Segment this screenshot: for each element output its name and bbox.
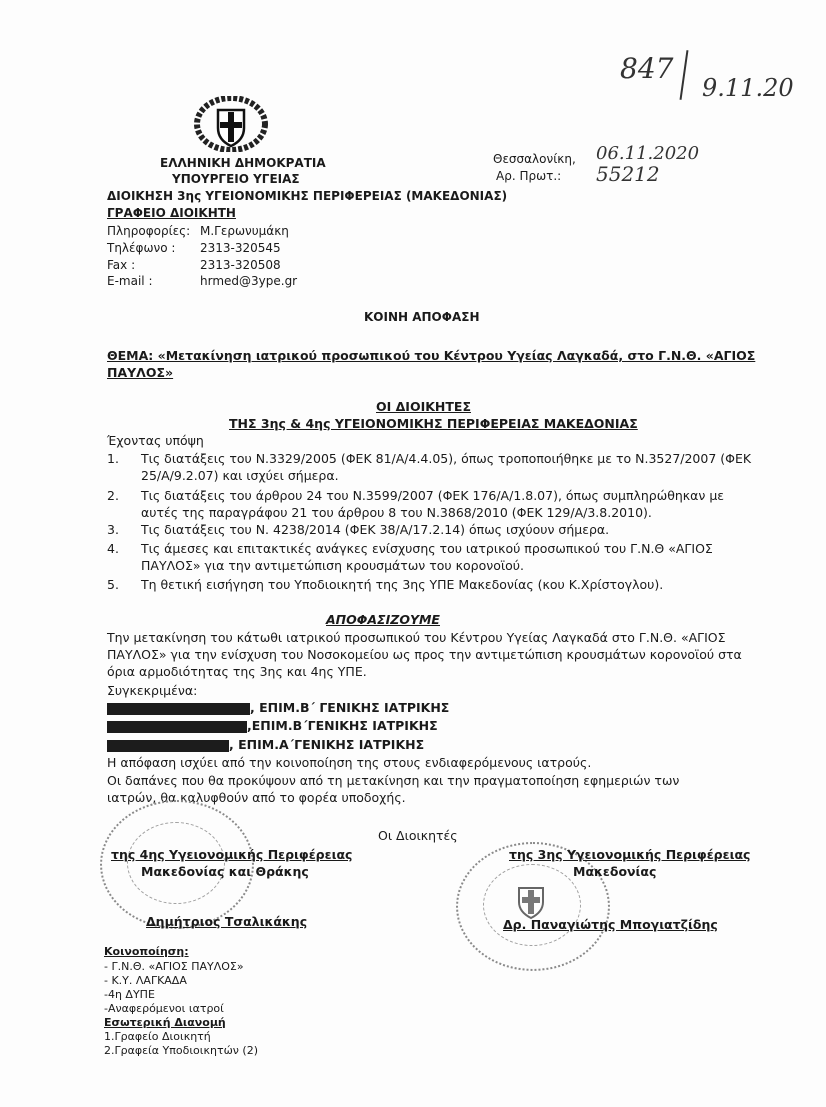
signatories-title: Οι Διοικητές — [378, 828, 458, 843]
closing-line-2: Οι δαπάνες που θα προκύψουν από τη μετακίνηση και την πραγματοποίηση εφημεριών των — [107, 773, 680, 788]
decision-line-3: όρια αρμοδιότητας της 3ης και 4ης ΥΠΕ. — [107, 664, 367, 679]
item-number: 4. — [107, 541, 119, 556]
directorate-title: ΔΙΟΙΚΗΣΗ 3ης ΥΓΕΙΟΝΟΜΙΚΗΣ ΠΕΡΙΦΕΡΕΙΑΣ (ΜΑΚΕΔΟΝΙΑΣ) — [107, 189, 508, 203]
doctor-specialty: ,ΕΠΙΜ.Β΄ΓΕΝΙΚΗΣ ΙΑΤΡΙΚΗΣ — [247, 718, 438, 733]
decision-line-2: ΠΑΥΛΟΣ» για την ενίσχυση του Νοσοκομείου ως προς την αντιμετώπιση κρουσμάτων κορονοϊού στα — [107, 647, 742, 662]
doctor-specialty: , ΕΠΙΜ.Α΄ΓΕΝΙΚΗΣ ΙΑΤΡΙΚΗΣ — [229, 737, 425, 752]
item-number: 5. — [107, 577, 119, 592]
republic-title: ΕΛΛΗΝΙΚΗ ΔΗΜΟΚΡΑΤΙΑ — [160, 156, 326, 170]
contact-label-phone: Τηλέφωνο : — [107, 241, 176, 255]
protocol-label: Αρ. Πρωτ.: — [496, 169, 562, 183]
contact-value-fax: 2313-320508 — [200, 258, 281, 272]
cc-item: - Κ.Υ. ΛΑΓΚΑΔΑ — [104, 974, 187, 987]
office-title: ΓΡΑΦΕΙΟ ΔΙΟΙΚΗΤΗ — [107, 206, 236, 220]
item-number: 3. — [107, 522, 119, 537]
left-sign-name: Δημήτριος Τσαλικάκης — [146, 914, 308, 929]
internal-title: Εσωτερική Διανομή — [104, 1016, 226, 1029]
contact-value-email: hrmed@3ype.gr — [200, 274, 298, 288]
left-sign-line-1: της 4ης Υγειονομικής Περιφέρειας — [111, 847, 353, 862]
contact-label-fax: Fax : — [107, 258, 136, 272]
redacted-name — [107, 740, 229, 752]
handwritten-slash — [680, 50, 689, 100]
cc-title: Κοινοποίηση: — [104, 945, 189, 958]
right-sign-name: Δρ. Παναγιώτης Μπογιατζίδης — [503, 917, 718, 932]
authority-title: ΟΙ ΔΙΟΙΚΗΤΕΣ — [376, 399, 471, 414]
right-sign-line-2: Μακεδονίας — [573, 864, 657, 879]
doctor-row — [107, 700, 449, 715]
item-text-line1: Τη θετική εισήγηση του Υποδιοικητή της 3ης ΥΠΕ Μακεδονίας (κου Κ.Χρίστογλου). — [141, 577, 664, 592]
item-text-line1: Τις διατάξεις του Ν.3329/2005 (ΦΕΚ 81/Α/4.4.05), όπως τροποποιήθηκε με το Ν.3527/2007 (ΦΕΚ — [141, 451, 752, 466]
item-text-line1: Τις διατάξεις του άρθρου 24 του Ν.3599/2007 (ΦΕΚ 176/Α/1.8.07), όπως συμπληρώθηκαν με — [141, 488, 725, 503]
place-date: 06.11.2020 — [596, 143, 700, 164]
decision-line-1: Την μετακίνηση του κάτωθι ιατρικού προσωπικού του Κέντρου Υγείας Λαγκαδά στο Γ.Ν.Θ. «ΑΓΙΟΣ — [107, 630, 726, 645]
cc-item: -Αναφερόμενοι ιατροί — [104, 1002, 224, 1015]
item-number: 2. — [107, 488, 119, 503]
item-text-line2: αυτές της παραγράφου 21 του άρθρου 8 του Ν.3868/2010 (ΦΕΚ 129/Α/3.8.2010). — [141, 505, 652, 520]
protocol-number: 55212 — [596, 162, 660, 186]
closing-line-1: Η απόφαση ισχύει από την κοινοποίηση της στους ενδιαφερόμενους ιατρούς. — [107, 755, 592, 770]
authority-subtitle: ΤΗΣ 3ης & 4ης ΥΓΕΙΟΝΟΜΙΚΗΣ ΠΕΡΙΦΕΡΕΙΑΣ ΜΑΚΕΔΟΝΙΑΣ — [229, 416, 638, 431]
cc-item: - Γ.Ν.Θ. «ΑΓΙΟΣ ΠΑΥΛΟΣ» — [104, 960, 244, 973]
considering-label: Έχοντας υπόψη — [107, 433, 204, 448]
contact-value-info: Μ.Γερωνυμάκη — [200, 224, 289, 238]
doc-type-title: ΚΟΙΝΗ ΑΠΟΦΑΣΗ — [364, 310, 480, 324]
decision-title: ΑΠΟΦΑΣΙΖΟΥΜΕ — [326, 612, 440, 627]
doctor-specialty: , ΕΠΙΜ.Β΄ ΓΕΝΙΚΗΣ ΙΑΤΡΙΚΗΣ — [250, 700, 450, 715]
handwritten-number: 847 — [620, 52, 674, 85]
stamp-cross-icon — [513, 884, 549, 920]
cc-item: -4η ΔΥΠΕ — [104, 988, 155, 1001]
doctor-row — [107, 718, 438, 733]
place-label: Θεσσαλονίκη, — [493, 152, 576, 166]
greek-emblem-icon — [194, 96, 268, 152]
item-text-line1: Τις διατάξεις του Ν. 4238/2014 (ΦΕΚ 38/Α/17.2.14) όπως ισχύουν σήμερα. — [141, 522, 610, 537]
item-text-line2: 25/Α/9.2.07) και ισχύει σήμερα. — [141, 468, 339, 483]
contact-value-phone: 2313-320545 — [200, 241, 281, 255]
redacted-name — [107, 703, 250, 715]
internal-item: 1.Γραφείο Διοικητή — [104, 1030, 211, 1043]
redacted-name — [107, 721, 247, 733]
subject-line-2: ΠΑΥΛΟΣ» — [107, 365, 174, 380]
contact-label-info: Πληροφορίες: — [107, 224, 191, 238]
contact-label-email: E-mail : — [107, 274, 153, 288]
closing-line-3: ιατρών, θα καλυφθούν από το φορέα υποδοχής. — [107, 790, 406, 805]
item-text-line2: ΠΑΥΛΟΣ» για την αντιμετώπιση κρουσμάτων του κορονοϊού. — [141, 558, 524, 573]
item-number: 1. — [107, 451, 119, 466]
right-sign-line-1: της 3ης Υγειονομικής Περιφέρειας — [509, 847, 751, 862]
specifically-label: Συγκεκριμένα: — [107, 683, 198, 698]
doctor-row — [107, 737, 424, 752]
subject-line-1: ΘΕΜΑ: «Μετακίνηση ιατρικού προσωπικού του Κέντρου Υγείας Λαγκαδά, στο Γ.Ν.Θ. «ΑΓΙΟΣ — [107, 348, 756, 363]
handwritten-date: 9.11.20 — [702, 74, 794, 102]
internal-item: 2.Γραφεία Υποδιοικητών (2) — [104, 1044, 259, 1057]
left-sign-line-2: Μακεδονίας και Θράκης — [141, 864, 309, 879]
ministry-title: ΥΠΟΥΡΓΕΙΟ ΥΓΕΙΑΣ — [172, 172, 300, 186]
item-text-line1: Τις άμεσες και επιτακτικές ανάγκες ενίσχυσης του ιατρικού προσωπικού του Γ.Ν.Θ «ΑΓΙΟΣ — [141, 541, 713, 556]
